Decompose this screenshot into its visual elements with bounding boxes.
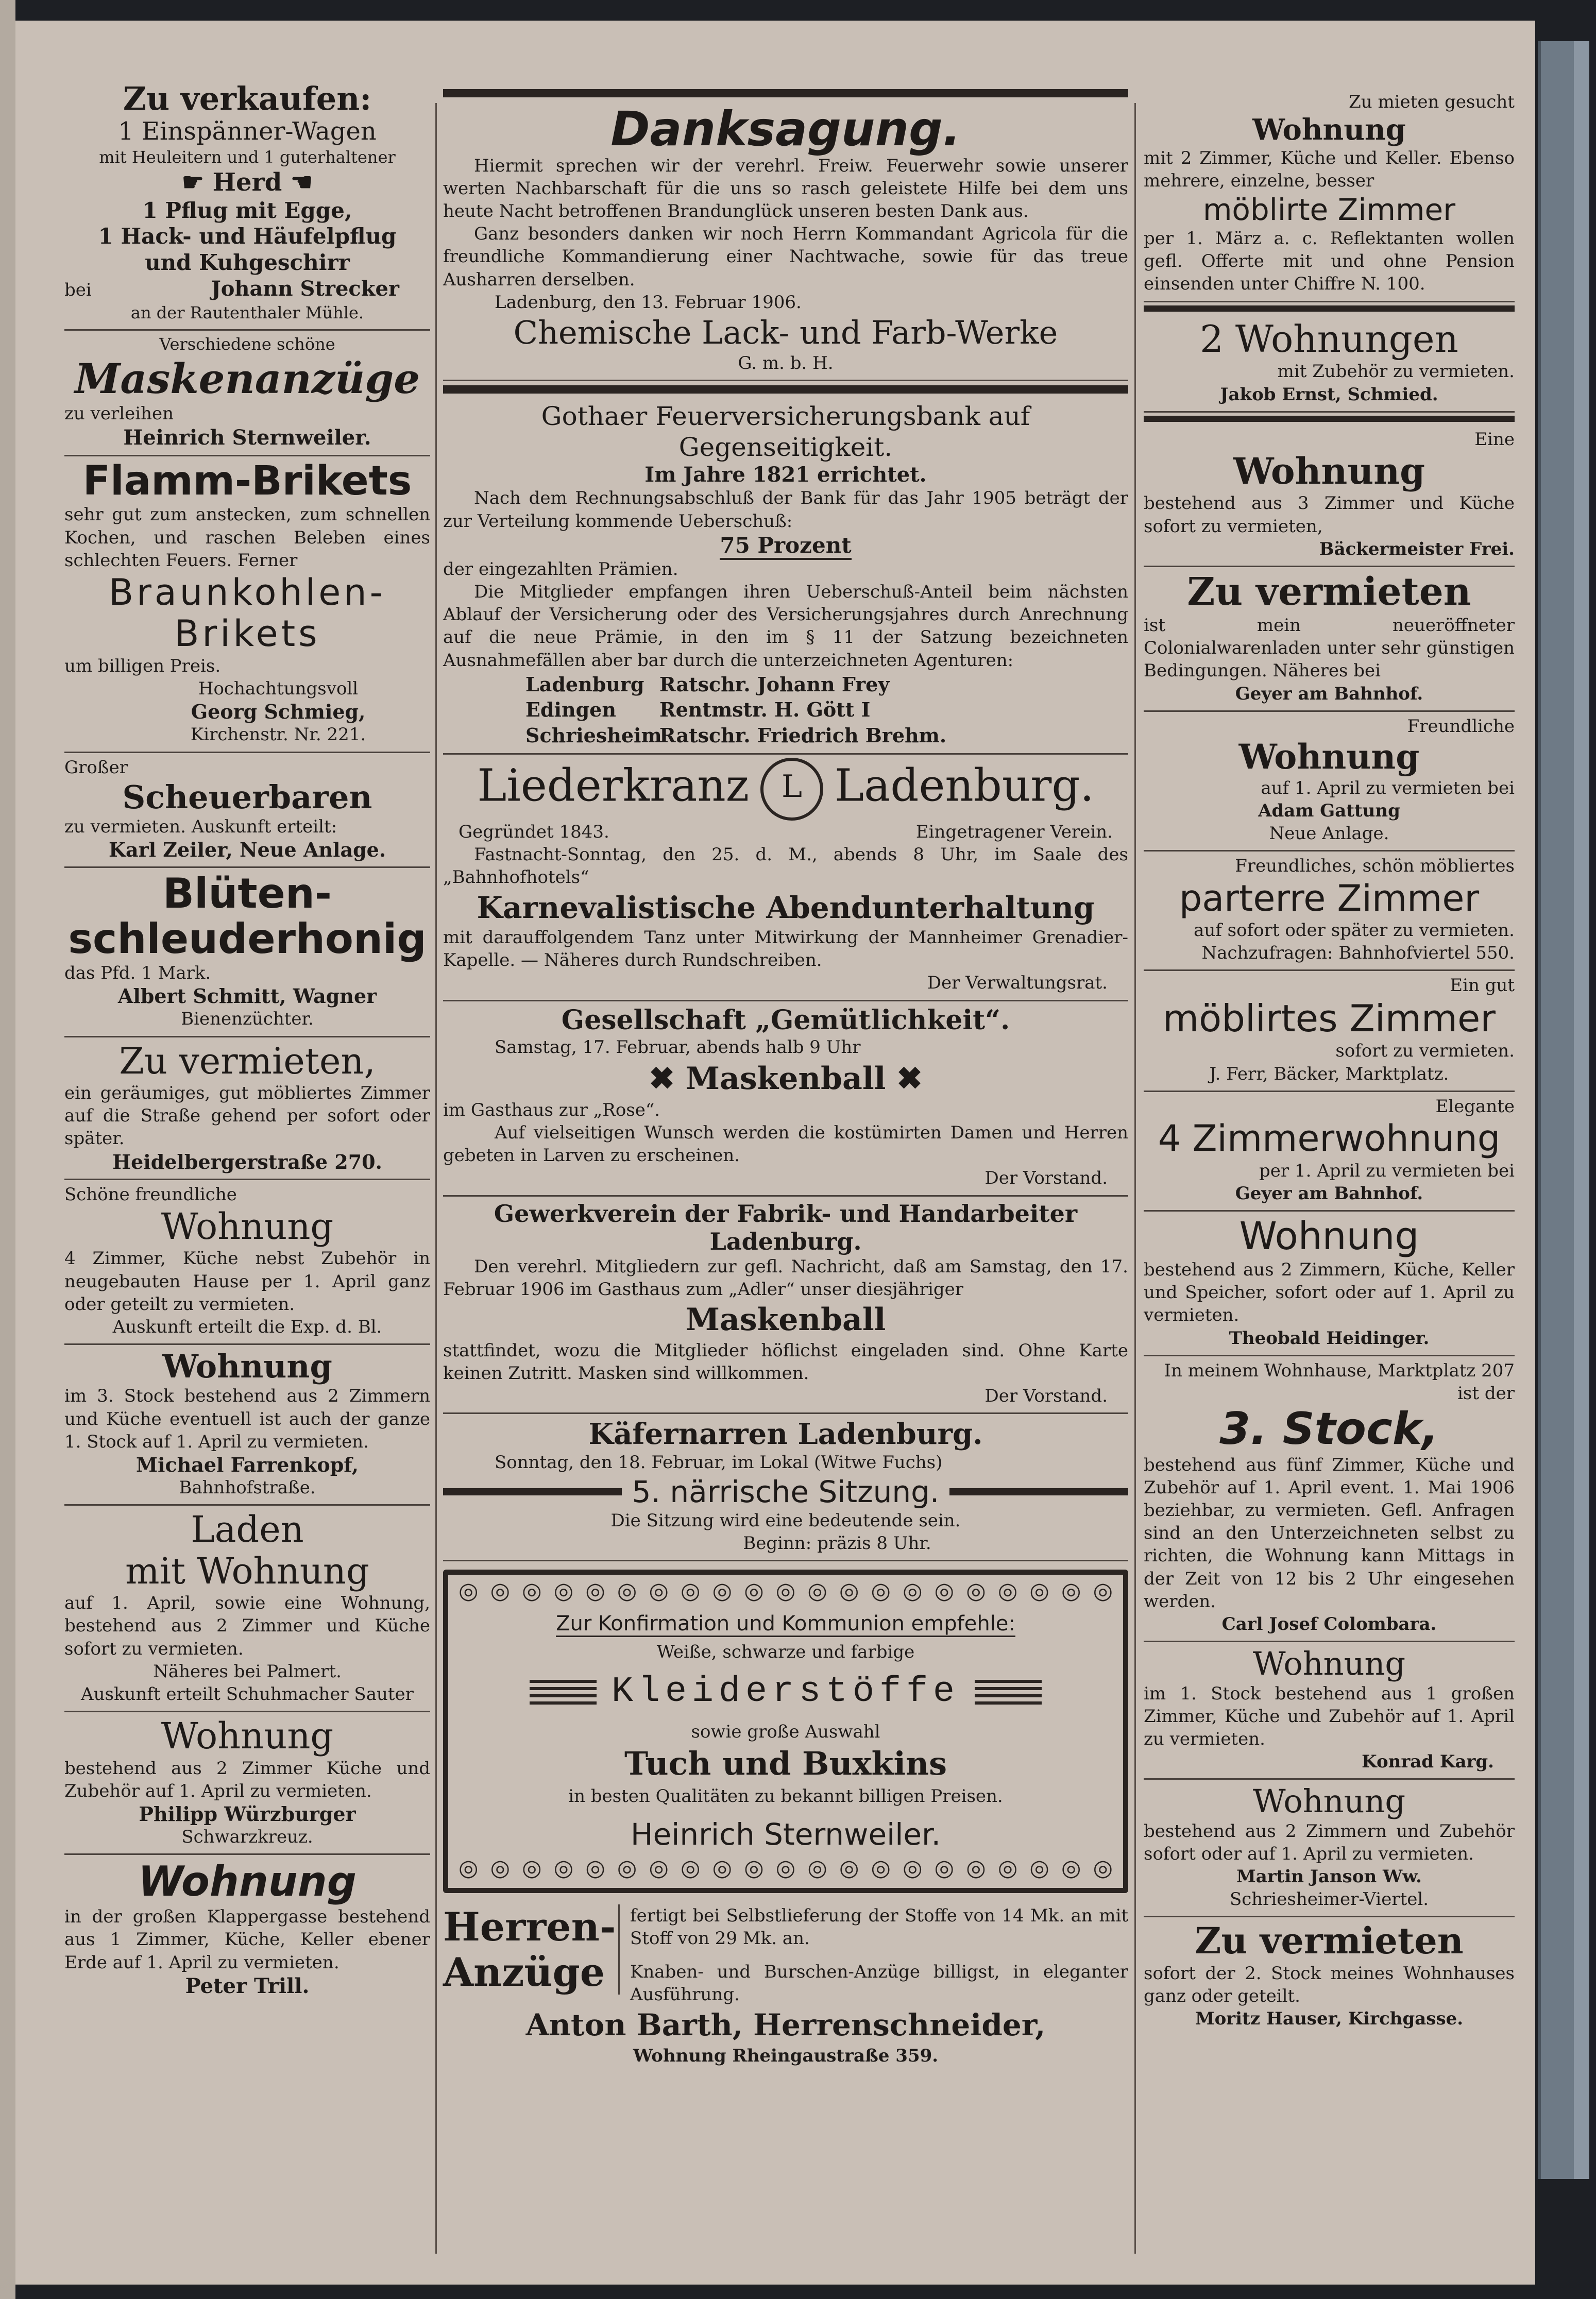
- ad-subtitle: Im Jahre 1821 errichtet.: [644, 463, 927, 487]
- agency-town: Schriesheim: [525, 723, 662, 747]
- ad-text: 4 Zimmer, Küche nebst Zubehör in neugebauten Hause per 1. April ganz oder geteilt zu vermieten.: [64, 1248, 430, 1315]
- lyre-emblem-icon: L: [760, 758, 823, 821]
- ad-laden-mit-wohnung: [64, 1506, 430, 1712]
- ad-title: Ladenburg.: [835, 760, 1094, 812]
- ad-liederkranz: [443, 755, 1128, 1001]
- ad-text: bestehend aus 2 Zimmern und Zubehör sofort oder auf 1. April zu vermieten.: [1144, 1820, 1515, 1864]
- book-binding: [1538, 41, 1577, 2179]
- advertiser-name: Michael Farrenkopf,: [135, 1453, 359, 1476]
- right-column: [1144, 88, 1515, 2035]
- ad-wohnung-3-stock: [64, 1345, 430, 1506]
- ad-title: parterre Zimmer: [1179, 877, 1480, 919]
- ad-text: sehr gut zum anstecken, zum schnellen Kochen, und raschen Beleben eines schlechten Feuers. Ferner: [64, 504, 430, 571]
- ad-line: Elegante: [1435, 1096, 1515, 1117]
- ad-title: ✖ Maskenball ✖: [649, 1060, 923, 1097]
- column-divider: [1134, 103, 1136, 2254]
- ad-title: Braunkohlen-: [109, 571, 386, 614]
- advertiser-name: Theobald Heidinger.: [1229, 1327, 1430, 1349]
- ad-line: bei: [64, 280, 92, 301]
- ad-title: Wohnung: [1238, 736, 1420, 777]
- ad-line: und Kuhgeschirr: [145, 249, 350, 275]
- border-ornament: ◎ ◎ ◎ ◎ ◎ ◎ ◎ ◎ ◎ ◎ ◎ ◎ ◎ ◎ ◎ ◎ ◎ ◎ ◎ ◎ ◎: [459, 1578, 1113, 1605]
- ad-text: ein geräumiges, gut möbliertes Zimmer auf die Straße gehend per sofort oder später.: [64, 1083, 430, 1149]
- ad-title: Wohnung: [162, 1348, 332, 1386]
- advertiser-name: Albert Schmitt, Wagner: [117, 984, 377, 1008]
- ad-text: im 3. Stock bestehend aus 2 Zimmern und Küche eventuell ist auch der ganze 1. Stock auf 1. April zu vermieten.: [64, 1386, 430, 1452]
- ad-text: Ganz besonders danken wir noch Herrn Kommandant Agricola für die freundliche Kommandierung einer Nachtwache, sowie für das treue Ausharren derselben.: [443, 224, 1128, 290]
- ad-text: per 1. März a. c. Reflektanten wollen gefl. Offerte mit und ohne Pension einsenden unter Chiffre N. 100.: [1144, 228, 1515, 295]
- ad-text: Knaben- und Burschen-Anzüge billigst, in eleganter Ausführung.: [630, 1961, 1128, 2005]
- advertiser-name: Philipp Würzburger: [139, 1802, 356, 1826]
- agency-name: Ratschr. Friedrich Brehm.: [659, 723, 947, 747]
- ad-text: Fastnacht-Sonntag, den 25. d. M., abends 8 Uhr, im Saale des „Bahnhofhotels“: [443, 844, 1128, 888]
- ad-title: Zu verkaufen:: [123, 80, 372, 117]
- ad-text: im Gasthaus zur „Rose“.: [443, 1099, 660, 1120]
- ad-signature: Der Vorstand.: [984, 1386, 1108, 1407]
- ad-zu-verkaufen: [64, 77, 430, 331]
- advertiser-address: Schriesheimer-Viertel.: [1229, 1889, 1429, 1910]
- advertiser-name: Konrad Karg.: [1362, 1751, 1494, 1773]
- ad-line: Verschiedene schöne: [159, 334, 335, 354]
- ad-title: Gesellschaft „Gemütlichkeit“.: [561, 1004, 1010, 1036]
- advertiser-address: an der Rautenthaler Mühle.: [130, 303, 364, 323]
- ad-text: Sonntag, den 18. Februar, im Lokal (Witwe Fuchs): [495, 1452, 943, 1473]
- advertiser-name: Karl Zeiler, Neue Anlage.: [108, 838, 386, 862]
- advertiser-name: Jakob Ernst, Schmied.: [1220, 384, 1438, 405]
- advertiser-name: Heinrich Sternweiler.: [630, 1817, 941, 1852]
- middle-column: [443, 85, 1128, 2073]
- rule: [443, 89, 1128, 97]
- ad-moebliertes-zimmer: [1144, 971, 1515, 1092]
- ad-zu-vermieten-zimmer: [64, 1037, 430, 1180]
- ad-title: 4 Zimmerwohnung: [1158, 1117, 1501, 1160]
- ad-line: 1 Einspänner-Wagen: [118, 117, 377, 146]
- ad-text: mit darauffolgendem Tanz unter Mitwirkung der Mannheimer Grenadier-Kapelle. — Näheres durch Rundschreiben.: [443, 927, 1128, 971]
- rule: [949, 1488, 1128, 1495]
- ad-title: Wohnung: [138, 1858, 356, 1906]
- ad-freundliche-wohnung: [1144, 712, 1515, 852]
- ad-title: Wohnung: [1233, 449, 1425, 492]
- decorative-lines: [975, 1676, 1042, 1709]
- ad-line: Nachzufragen: Bahnhofviertel 550.: [1201, 943, 1515, 964]
- ad-title: Maskenball: [685, 1301, 886, 1338]
- ad-wohnung-4-zimmer: [64, 1180, 430, 1345]
- rule: [443, 385, 1128, 394]
- ad-title: Danksagung.: [610, 101, 961, 157]
- ad-line: auf sofort oder später zu vermieten.: [1194, 920, 1515, 941]
- ad-maskenanzuege: [64, 331, 430, 456]
- advertiser-name: Adam Gattung: [1258, 801, 1400, 822]
- ad-kaefernarren: [443, 1414, 1128, 1561]
- ad-title: Flamm-Brikets: [82, 457, 412, 504]
- ad-title: schleuderhonig: [68, 915, 427, 963]
- advertiser-name: Anton Barth, Herrenschneider,: [525, 2007, 1046, 2042]
- ad-title: Zu vermieten,: [119, 1040, 376, 1082]
- advertiser-address: Kirchenstr. Nr. 221.: [190, 724, 366, 745]
- ad-title: Ladenburg.: [709, 1227, 862, 1255]
- ad-line: auf 1. April zu vermieten bei: [1261, 777, 1515, 798]
- ad-line: Großer: [64, 757, 128, 778]
- agency-name: Ratschr. Johann Frey: [659, 672, 890, 696]
- ad-3-stock: [1144, 1356, 1515, 1642]
- ad-text: stattfindet, wozu die Mitglieder höflichst eingeladen sind. Ohne Karte keinen Zutritt. Masken sind willkommen.: [443, 1340, 1128, 1384]
- ad-title: Wohnung: [161, 1205, 334, 1248]
- ad-text: Den verehrl. Mitgliedern zur gefl. Nachricht, daß am Samstag, den 17. Februar 1906 im Gasthaus zum „Adler“ unser diesjähriger: [443, 1256, 1128, 1300]
- ad-line: Näheres bei Palmert.: [153, 1661, 342, 1682]
- newspaper-page: [15, 21, 1535, 2285]
- ad-text: mit 2 Zimmer, Küche und Keller. Ebenso mehrere, einzelne, besser: [1144, 147, 1515, 191]
- border-ornament: ◎ ◎ ◎ ◎ ◎ ◎ ◎ ◎ ◎ ◎ ◎ ◎ ◎ ◎ ◎ ◎ ◎ ◎ ◎ ◎ ◎: [459, 1855, 1113, 1882]
- ad-title: Kleiderstöffe: [611, 1672, 960, 1713]
- previous-page-edge: [0, 0, 15, 2299]
- rule: [1144, 416, 1515, 422]
- ad-wohnung-klappergasse: [64, 1855, 430, 2003]
- ad-herren-anzuege: [443, 1901, 1128, 2072]
- ad-gewerkverein: [443, 1197, 1128, 1415]
- ad-title: Maskenanzüge: [74, 354, 420, 403]
- ad-line: Eingetragener Verein.: [915, 821, 1113, 842]
- ad-title: 3. Stock,: [1219, 1403, 1439, 1455]
- ad-text: Nach dem Rechnungsabschluß der Bank für das Jahr 1905 beträgt der zur Verteilung kommende Ueberschuß:: [443, 488, 1128, 532]
- ad-text: bestehend aus 2 Zimmern, Küche, Keller und Speicher, sofort oder auf 1. April zu vermieten.: [1144, 1259, 1515, 1326]
- ad-signature: Der Vorstand.: [984, 1168, 1108, 1189]
- ad-line: zu verleihen: [64, 403, 174, 424]
- ad-line: Auskunft erteilt die Exp. d. Bl.: [112, 1316, 382, 1337]
- ad-scheuerbaren: [64, 753, 430, 868]
- advertiser-name: Martin Janson Ww.: [1236, 1866, 1422, 1887]
- ad-text: ist mein neueröffneter Colonialwarenladen unter sehr günstigen Bedingungen. Näheres bei: [1144, 615, 1515, 682]
- ad-line: In meinem Wohnhause, Marktplatz 207 ist der: [1164, 1360, 1515, 1404]
- ad-line: ☛ Herd ☚: [181, 168, 313, 197]
- advertiser-name: Chemische Lack- und Farb-Werke: [513, 313, 1058, 351]
- ad-title: möblirtes Zimmer: [1163, 996, 1496, 1040]
- ad-title: Wohnung: [1252, 113, 1406, 147]
- ad-2-wohnungen: [1144, 315, 1515, 413]
- ad-text: Die Mitglieder empfangen ihren Ueberschuß-Anteil beim nächsten Ablauf der Versicherung oder des Versicherungsjahres durch Anrechnung auf die neue Prämie, in den im § 11 der Satzung bezeichneten Ausnahmefällen aber bar durch die unterzeichneten Agenturen:: [443, 582, 1128, 671]
- advertiser-name: J. Ferr, Bäcker, Marktplatz.: [1209, 1063, 1449, 1084]
- ad-text: Hiermit sprechen wir der verehrl. Freiw. Feuerwehr sowie unserer werten Nachbarschaft für die uns so rasch geleistete Hilfe bei dem uns heute Nacht betroffenen Brandunglück unseren besten Dank aus.: [443, 155, 1128, 222]
- ad-text: fertigt bei Selbstlieferung der Stoffe von 14 Mk. an mit Stoff von 29 Mk. an.: [630, 1905, 1128, 1949]
- ad-zu-vermieten-hauser: [1144, 1917, 1515, 2035]
- ad-line: Freundliches, schön möbliertes: [1235, 856, 1515, 877]
- advertiser-name: Georg Schmieg,: [191, 700, 366, 724]
- ad-title: Karnevalistische Abendunterhaltung: [477, 890, 1095, 925]
- ad-title: Anzüge: [443, 1949, 605, 1995]
- ad-line: sofort zu vermieten.: [1335, 1041, 1515, 1062]
- ad-text: auf 1. April, sowie eine Wohnung, bestehend aus 2 Zimmer und Küche sofort zu vermieten.: [64, 1593, 430, 1659]
- book-binding-edge: [1574, 41, 1589, 2179]
- ad-text: bestehend aus 2 Zimmer Küche und Zubehör auf 1. April zu vermieten.: [64, 1758, 430, 1801]
- advertiser-name: Geyer am Bahnhof.: [1235, 683, 1423, 704]
- ad-line: 1 Pflug mit Egge,: [142, 198, 352, 224]
- advertiser-name: Geyer am Bahnhof.: [1235, 1183, 1423, 1204]
- ad-date: Ladenburg, den 13. Februar 1906.: [495, 292, 802, 313]
- ad-line: Schöne freundliche: [64, 1184, 237, 1205]
- ad-title: Zu vermieten: [1195, 1919, 1464, 1963]
- ad-line: Hochachtungsvoll: [198, 678, 359, 700]
- ad-wohnung-janson: [1144, 1780, 1515, 1917]
- ad-wohnung-heidinger: [1144, 1212, 1515, 1356]
- ad-line: Freundliche: [1407, 716, 1515, 737]
- ad-line: 1 Hack- und Häufelpflug: [98, 224, 397, 249]
- ad-eine-wohnung: [1144, 425, 1515, 567]
- ad-text: Beginn: präzis 8 Uhr.: [743, 1532, 931, 1554]
- advertiser-address: Schwarzkreuz.: [181, 1826, 313, 1847]
- ad-text: in der großen Klappergasse bestehend aus 1 Zimmer, Küche, Keller ebener Erde auf 1. April zu vermieten.: [64, 1906, 430, 1973]
- ad-text: Die Sitzung wird eine bedeutende sein.: [610, 1510, 961, 1531]
- rule: [1144, 305, 1515, 312]
- advertiser-name: Carl Josef Colombara.: [1221, 1614, 1437, 1635]
- ad-line: per 1. April zu vermieten bei: [1259, 1160, 1515, 1181]
- advertiser-address: Bahnhofstraße.: [179, 1477, 316, 1498]
- ad-4-zimmerwohnung: [1144, 1092, 1515, 1212]
- ad-line: Auskunft erteilt Schuhmacher Sauter: [81, 1683, 414, 1705]
- advertiser-name: Peter Trill.: [185, 1973, 310, 1998]
- ad-text: bestehend aus fünf Zimmer, Küche und Zubehör auf 1. April event. 1. Mai 1906 beziehbar, zu vermieten. Gefl. Anfragen sind an den Unterzeichneten selbst zu richten, die Wohnung kann Mittags in der Zeit von 12 bis 2 Uhr eingesehen werden.: [1144, 1454, 1515, 1612]
- ad-title: Blüten-: [162, 870, 332, 918]
- ad-line: Eine: [1474, 429, 1515, 450]
- ad-text: Samstag, 17. Februar, abends halb 9 Uhr: [495, 1036, 861, 1058]
- ad-line: mit Heuleitern und 1 guterhaltener: [99, 147, 396, 167]
- ad-text: im 1. Stock bestehend aus 1 großen Zimmer, Küche und Zubehör auf 1. April zu vermieten.: [1144, 1683, 1515, 1749]
- ad-title: Zu vermieten: [1187, 569, 1471, 614]
- ad-title: Scheuerbaren: [122, 778, 372, 816]
- advertiser-name: Bäckermeister Frei.: [1319, 538, 1515, 559]
- ad-line: Weiße, schwarze und farbige: [656, 1642, 915, 1663]
- ad-line: Ein gut: [1450, 975, 1515, 996]
- ad-wohnung-karg: [1144, 1642, 1515, 1780]
- ad-line: mit Zubehör zu vermieten.: [1277, 361, 1515, 382]
- ad-title: Herren-: [443, 1904, 616, 1950]
- ad-line: zu vermieten. Auskunft erteilt:: [64, 816, 337, 838]
- ad-text: Auf vielseitigen Wunsch werden die kostümirten Damen und Herren gebeten in Larven zu erscheinen.: [443, 1122, 1128, 1166]
- ad-title: möblirte Zimmer: [1202, 192, 1456, 227]
- ad-line: in besten Qualitäten zu bekannt billigen Preisen.: [568, 1786, 1003, 1807]
- ad-line: sowie große Auswahl: [691, 1722, 880, 1743]
- agency-name: Rentmstr. H. Gött I: [659, 698, 871, 722]
- ad-parterre-zimmer: [1144, 852, 1515, 971]
- ad-line: Zu mieten gesucht: [1349, 92, 1515, 112]
- advertiser-address: Heidelbergerstraße 270.: [112, 1150, 382, 1173]
- ad-title: Brikets: [174, 612, 320, 655]
- ad-title: Wohnung: [161, 1715, 334, 1758]
- ad-gothaer: [443, 398, 1128, 754]
- ad-line: Gegründet 1843.: [459, 821, 609, 842]
- advertiser-address: Bienenzüchter.: [181, 1009, 314, 1030]
- ad-wohnung-wuerzburger: [64, 1712, 430, 1855]
- ad-zu-mieten-gesucht: [1144, 88, 1515, 302]
- ad-title: Wohnung: [1239, 1214, 1419, 1258]
- ad-highlight: 75 Prozent: [720, 533, 851, 560]
- advertiser-name: Johann Strecker: [211, 277, 399, 301]
- agency-town: Ladenburg: [525, 672, 644, 696]
- ad-line: G. m. b. H.: [738, 353, 834, 374]
- advertiser-name: Heinrich Sternweiler.: [123, 425, 371, 450]
- left-column: [64, 77, 430, 2003]
- advertiser-address: Wohnung Rheingaustraße 359.: [633, 2046, 939, 2067]
- ad-title: Laden: [191, 1508, 304, 1551]
- ad-line: das Pfd. 1 Mark.: [64, 963, 211, 984]
- ad-title: Gewerkverein der Fabrik- und Handarbeiter: [494, 1199, 1078, 1228]
- ad-title: 2 Wohnungen: [1200, 317, 1458, 361]
- ad-kleiderstoffe: [443, 1570, 1128, 1893]
- ad-line: um billigen Preis.: [64, 655, 221, 676]
- agency-town: Edingen: [525, 698, 616, 722]
- ad-gemuetlichkeit: [443, 1001, 1128, 1197]
- ad-title: Tuch und Buxkins: [624, 1745, 947, 1783]
- ad-danksagung: [443, 101, 1128, 381]
- ad-heading: Zur Konfirmation und Kommunion empfehle:: [556, 1612, 1015, 1637]
- ad-title: mit Wohnung: [125, 1549, 369, 1592]
- ad-title: Käfernarren Ladenburg.: [588, 1417, 983, 1452]
- ad-signature: Der Verwaltungsrat.: [927, 973, 1108, 994]
- ad-text: bestehend aus 3 Zimmer und Küche sofort zu vermieten,: [1144, 493, 1515, 537]
- ad-text: sofort der 2. Stock meines Wohnhauses ganz oder geteilt.: [1144, 1963, 1515, 2006]
- rule: [443, 1488, 622, 1495]
- ad-title: 5. närrische Sitzung.: [632, 1474, 940, 1509]
- advertiser-address: Neue Anlage.: [1269, 823, 1389, 844]
- ad-title: Wohnung: [1252, 1782, 1406, 1820]
- decorative-lines: [530, 1676, 597, 1709]
- ad-flamm-brikets: [64, 456, 430, 753]
- column-divider: [435, 103, 437, 2254]
- ad-text: der eingezahlten Prämien.: [443, 558, 678, 580]
- ad-title: Wohnung: [1252, 1645, 1406, 1683]
- ad-title: Liederkranz: [477, 760, 750, 812]
- ad-zu-vermieten-laden: [1144, 567, 1515, 712]
- ad-title: Gothaer Feuerversicherungsbank auf Gegenseitigkeit.: [541, 401, 1030, 463]
- ad-honig: [64, 868, 430, 1037]
- advertiser-name: Moritz Hauser, Kirchgasse.: [1195, 2008, 1464, 2030]
